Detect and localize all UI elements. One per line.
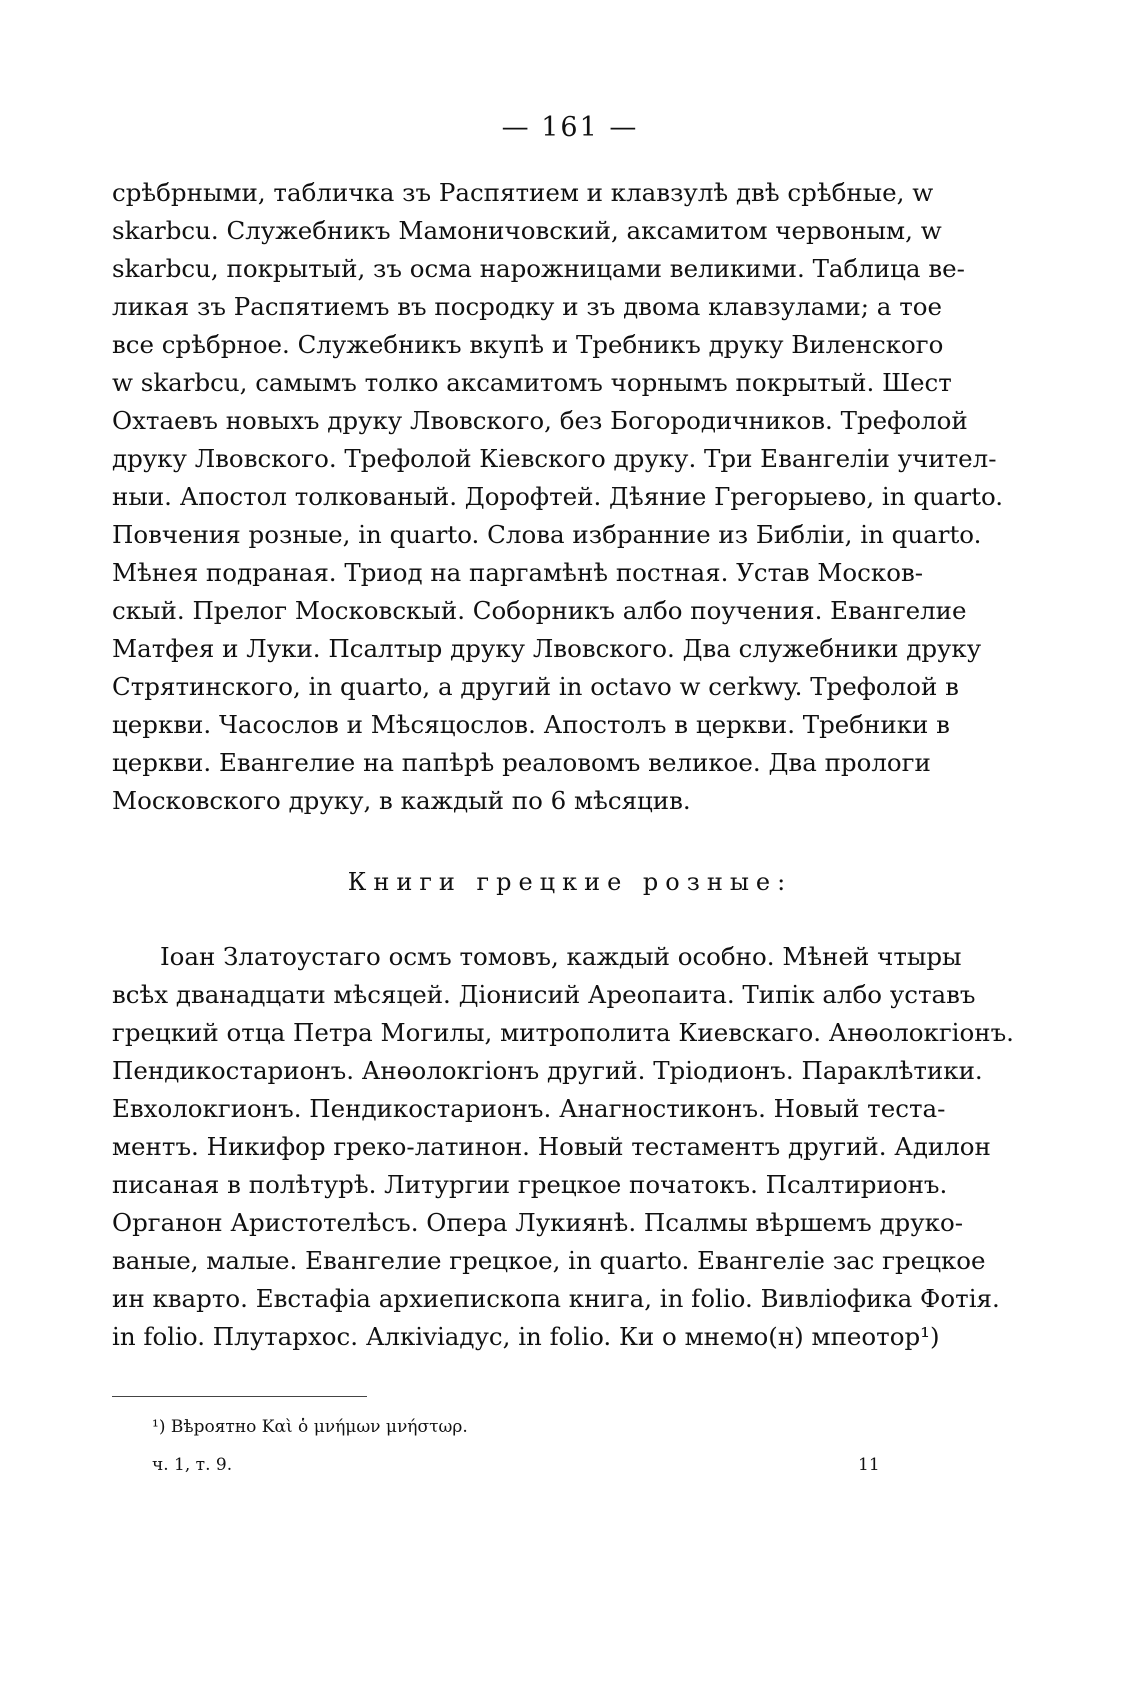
- sheet-number: 11: [858, 1455, 880, 1475]
- text-line: Органон Аристотелѣсъ. Опера Лукиянѣ. Псалмы вѣршемъ друко-: [112, 1208, 963, 1237]
- text-line: все срѣбрное. Служебникъ вкупѣ и Требникъ друку Виленского: [112, 330, 944, 359]
- text-line: срѣбрными, табличка зъ Распятием и клавзулѣ двѣ срѣбные, w: [112, 178, 934, 207]
- paragraph-continued: [112, 174, 1004, 820]
- text-line: ныи. Апостол толкованый. Дорофтей. Дѣяние Грегорыево, in quarto.: [112, 482, 1004, 511]
- text-line: Евхолокгионъ. Пендикостарионъ. Анагностиконъ. Новый теста-: [112, 1094, 946, 1123]
- text-line: skarbcu. Служебникъ Мамоничовский, аксамитом червоным, w: [112, 216, 942, 245]
- text-line: Мѣнея подраная. Триод на паргамѣнѣ постная. Устав Москов-: [112, 558, 924, 587]
- text-line: скый. Прелог Московскый. Соборникъ албо поучения. Евангелие: [112, 596, 967, 625]
- text-line: ваные, малые. Евангелие грецкое, in quarto. Евангеліе зас грецкое: [112, 1246, 986, 1275]
- text-line: грецкий отца Петра Могилы, митрополита Киевскаго. Анөолокгіонъ.: [112, 1018, 1014, 1047]
- text-line: in folio. Плутархос. Алкіviадус, in folio. Ки о мнемо(н) мпеотор¹): [112, 1322, 940, 1351]
- text-line: Матфея и Луки. Псалтыр друку Лвовского. Два служебники друку: [112, 634, 982, 663]
- text-line: церкви. Евангелие на папѣрѣ реаловомъ великое. Два прологи: [112, 748, 931, 777]
- text-line: Стрятинского, in quarto, а другий in octavo w cerkwy. Трефолой в: [112, 672, 959, 701]
- text-line: ментъ. Никифор греко-латинон. Новый тестаментъ другий. Адилон: [112, 1132, 991, 1161]
- section-heading: Книги грецкие розные:: [347, 868, 793, 896]
- text-line: друку Лвовского. Трефолой Кіевского друку. Три Евангеліи учител-: [112, 444, 997, 473]
- text-line: skarbcu, покрытый, зъ осма нарожницами великими. Таблица ве-: [112, 254, 965, 283]
- footnote: ¹) Вѣроятно Καὶ ὁ μνήμων μνήστωρ.: [152, 1417, 468, 1437]
- text-line: Іоан Златоустаго осмъ томовъ, каждый особно. Мѣней чтыры: [160, 942, 962, 971]
- paragraph-greek-books: [112, 938, 1014, 1356]
- page-number: — 161 —: [501, 112, 639, 143]
- text-line: ликая зъ Распятиемъ въ посродку и зъ двома клавзулами; а тое: [112, 292, 942, 321]
- text-line: всѣх дванадцати мѣсяцей. Діонисий Ареопаита. Типік албо уставъ: [112, 980, 976, 1009]
- footnote-divider: [112, 1396, 367, 1397]
- text-line: Московского друку, в каждый по 6 мѣсяцив.: [112, 786, 691, 815]
- text-line: Охтаевъ новыхъ друку Лвовского, без Богородичников. Трефолой: [112, 406, 968, 435]
- text-line: w skarbcu, самымъ толко аксамитомъ чорнымъ покрытый. Шест: [112, 368, 952, 397]
- text-line: церкви. Часослов и Мѣсяцослов. Апостолъ в церкви. Требники в: [112, 710, 950, 739]
- printer-signature-mark: ч. 1, т. 9.: [152, 1455, 233, 1475]
- text-line: писаная в полѣтурѣ. Литургии грецкое початокъ. Псалтирионъ.: [112, 1170, 948, 1199]
- text-line: Повчения розные, in quarto. Слова избранние из Библіи, in quarto.: [112, 520, 982, 549]
- text-line: Пендикостарионъ. Анөолокгіонъ другий. Тріодионъ. Параклѣтики.: [112, 1056, 983, 1085]
- text-line: ин кварто. Евстафіа архиепископа книга, in folio. Вивліофика Фотія.: [112, 1284, 1000, 1313]
